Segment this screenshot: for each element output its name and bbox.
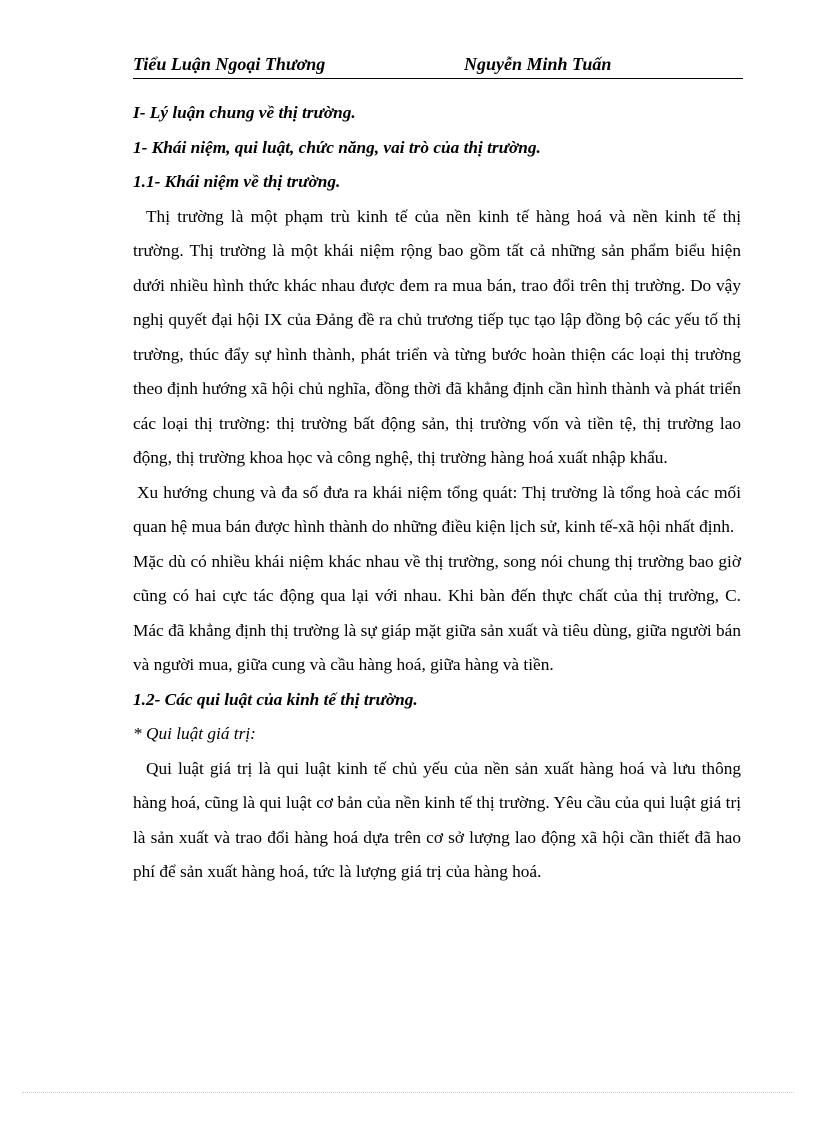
- value-law-label: * Qui luật giá trị:: [133, 724, 256, 743]
- header-author-name: Nguyễn Minh Tuấn: [464, 54, 612, 74]
- paragraph-market-concept: Thị trường là một phạm trù kinh tế của nền kinh tế hàng hoá và nền kinh tế thị trường. Thị trường là một khái niệm rộng bao gồm tất cả những sản phẩm biểu hiện dưới nhiều hình thức khác nhau được đem ra mua bán, trao đổi trên thị trường. Do vậy nghị quyết đại hội IX của Đảng đề ra chủ trương tiếp tục tạo lập đồng bộ các yếu tố thị trường, thúc đẩy sự hình thành, phát triển và từng bước hoàn thiện các loại thị trường theo định hướng xã hội chủ nghĩa, đồng thời đã khẳng định cần hình thành và phát triển các loại thị trường: thị trường bất động sản, thị trường vốn và tiền tệ, thị trường lao động, thị trường khoa học và công nghệ, thị trường hàng hoá xuất nhập khẩu.: [133, 206, 741, 467]
- paragraph-general-trend: Xu hướng chung và đa số đưa ra khái niệm tổng quát: Thị trường là tổng hoà các mối quan hệ mua bán được hình thành do những điều kiện lịch sử, kinh tế-xã hội nhất định.: [133, 482, 741, 536]
- section-heading-4: 1.2- Các qui luật của kinh tế thị trường.: [133, 689, 418, 709]
- page-header: [133, 52, 743, 79]
- section-heading-2: 1- Khái niệm, qui luật, chức năng, vai trò của thị trường.: [133, 137, 541, 157]
- document-body: [133, 96, 741, 890]
- section-heading-1: I- Lý luận chung về thị trường.: [133, 103, 356, 122]
- paragraph-marx-view: Mặc dù có nhiều khái niệm khác nhau về thị trường, song nói chung thị trường bao giờ cũng có hai cực tác động qua lại với nhau. Khi bàn đến thực chất của thị trường, C. Mác đã khẳng định thị trường là sự giáp mặt giữa sản xuất và tiêu dùng, giữa người bán và người mua, giữa cung và cầu hàng hoá, giữa hàng và tiền.: [133, 551, 741, 674]
- section-heading-3: 1.1- Khái niệm về thị trường.: [133, 172, 341, 191]
- header-course-title: Tiểu Luận Ngoại Thương: [133, 54, 326, 74]
- paragraph-value-law: Qui luật giá trị là qui luật kinh tế chủ yếu của nền sản xuất hàng hoá và lưu thông hàng hoá, cũng là qui luật cơ bản của nền kinh tế thị trường. Yêu cầu của qui luật giá trị là sản xuất và trao đổi hàng hoá dựa trên cơ sở lượng lao động xã hội cần thiết đã hao phí để sản xuất hàng hoá, tức là lượng giá trị của hàng hoá.: [133, 758, 741, 881]
- page-bottom-border: [22, 1092, 794, 1093]
